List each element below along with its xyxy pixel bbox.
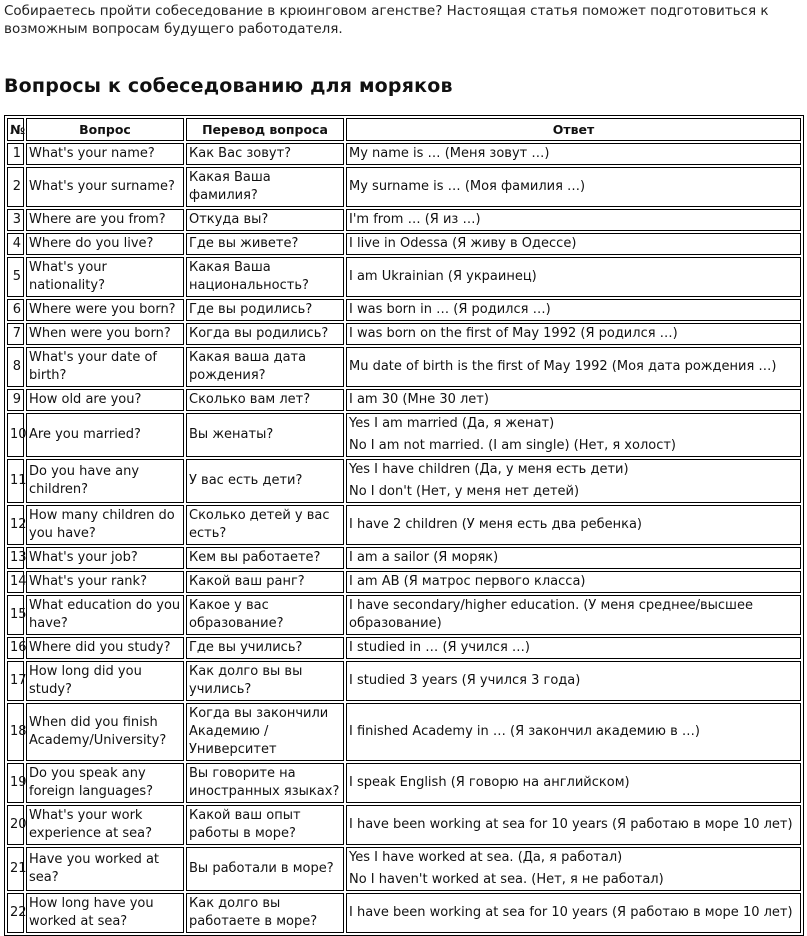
question-cell: What's your name?	[26, 143, 184, 165]
table-row	[7, 299, 801, 321]
question-cell: Where are you from?	[26, 209, 184, 231]
answer-cell	[346, 233, 801, 255]
translation-cell: Какой ваш ранг?	[186, 571, 344, 593]
table-row	[7, 805, 801, 845]
row-number: 14	[7, 571, 24, 593]
translation-cell: Как долго вы работаете в море?	[186, 893, 344, 933]
translation-cell: Какая Ваша национальность?	[186, 257, 344, 297]
table-row	[7, 389, 801, 411]
questions-table	[4, 115, 804, 936]
row-number: 19	[7, 763, 24, 803]
answer-line: I speak English (Я говорю на английском)	[349, 775, 630, 790]
answer-cell	[346, 257, 801, 297]
answer-cell	[346, 459, 801, 503]
translation-cell: Какой ваш опыт работы в море?	[186, 805, 344, 845]
answer-line: My name is … (Меня зовут …)	[349, 146, 550, 161]
table-row	[7, 703, 801, 761]
question-cell: Are you married?	[26, 413, 184, 457]
translation-cell: Откуда вы?	[186, 209, 344, 231]
translation-cell: Вы говорите на иностранных языках?	[186, 763, 344, 803]
answer-line: I'm from … (Я из …)	[349, 212, 481, 227]
table-row	[7, 893, 801, 933]
answer-cell	[346, 143, 801, 165]
row-number: 3	[7, 209, 24, 231]
answer-cell	[346, 389, 801, 411]
translation-cell: Вы женаты?	[186, 413, 344, 457]
answer-line: Yes I have children (Да, у меня есть дети)	[349, 462, 629, 477]
answer-cell	[346, 209, 801, 231]
row-number: 6	[7, 299, 24, 321]
row-number: 2	[7, 167, 24, 207]
translation-cell: Когда вы закончили Академию / Университет	[186, 703, 344, 761]
answer-cell	[346, 505, 801, 545]
question-cell: Where do you live?	[26, 233, 184, 255]
answer-line: Yes I have worked at sea. (Да, я работал)	[349, 850, 623, 865]
question-cell: How old are you?	[26, 389, 184, 411]
table-row	[7, 233, 801, 255]
table-body	[7, 143, 801, 933]
intro-paragraph: Собираетесь пройти собеседование в крюинговом агенстве? Настоящая статья поможет подготовиться к возможным вопросам будущего работодателя.	[4, 3, 769, 37]
answer-cell	[346, 167, 801, 207]
table-row	[7, 847, 801, 891]
table-row	[7, 637, 801, 659]
answer-line: I have secondary/higher education. (У меня среднее/высшее образование)	[349, 598, 753, 631]
answer-line: I was born on the first of May 1992 (Я родился …)	[349, 326, 678, 341]
answer-line: Yes I am married (Да, я женат)	[349, 416, 555, 431]
answer-line: I am 30 (Мне 30 лет)	[349, 392, 489, 407]
row-number: 4	[7, 233, 24, 255]
translation-cell: Вы работали в море?	[186, 847, 344, 891]
table-row	[7, 459, 801, 503]
header-num: №	[7, 118, 24, 141]
table-row	[7, 209, 801, 231]
question-cell: How many children do you have?	[26, 505, 184, 545]
row-number: 13	[7, 547, 24, 569]
translation-cell: Какое у вас образование?	[186, 595, 344, 635]
question-cell: Do you have any children?	[26, 459, 184, 503]
answer-cell	[346, 893, 801, 933]
question-cell: What's your surname?	[26, 167, 184, 207]
answer-line: I have been working at sea for 10 years (Я работаю в море 10 лет)	[349, 905, 793, 920]
answer-line: I am a sailor (Я моряк)	[349, 550, 499, 565]
translation-cell: Кем вы работаете?	[186, 547, 344, 569]
row-number: 12	[7, 505, 24, 545]
table-header-row	[7, 118, 801, 141]
row-number: 5	[7, 257, 24, 297]
table-row	[7, 571, 801, 593]
row-number: 8	[7, 347, 24, 387]
translation-cell: Сколько вам лет?	[186, 389, 344, 411]
answer-cell	[346, 595, 801, 635]
table-row	[7, 505, 801, 545]
answer-cell	[346, 703, 801, 761]
translation-cell: Сколько детей у вас есть?	[186, 505, 344, 545]
table-row	[7, 347, 801, 387]
row-number: 1	[7, 143, 24, 165]
row-number: 18	[7, 703, 24, 761]
table-row	[7, 257, 801, 297]
question-cell: What's your date of birth?	[26, 347, 184, 387]
row-number: 10	[7, 413, 24, 457]
translation-cell: Как долго вы вы учились?	[186, 661, 344, 701]
header-answer: Ответ	[346, 118, 801, 141]
answer-cell	[346, 323, 801, 345]
translation-cell: Где вы родились?	[186, 299, 344, 321]
answer-line: I studied in … (Я учился …)	[349, 640, 530, 655]
row-number: 15	[7, 595, 24, 635]
answer-cell	[346, 637, 801, 659]
answer-line: My surname is … (Моя фамилия …)	[349, 179, 586, 194]
row-number: 9	[7, 389, 24, 411]
answer-line: No I don't (Нет, у меня нет детей)	[349, 484, 580, 499]
row-number: 7	[7, 323, 24, 345]
answer-line: No I haven't worked at sea. (Нет, я не работал)	[349, 872, 664, 887]
header-question: Вопрос	[26, 118, 184, 141]
translation-cell: Какая ваша дата рождения?	[186, 347, 344, 387]
answer-cell	[346, 571, 801, 593]
question-cell: Have you worked at sea?	[26, 847, 184, 891]
header-translation: Перевод вопроса	[186, 118, 344, 141]
answer-line: No I am not married. (I am single) (Нет, я холост)	[349, 438, 677, 453]
table-row	[7, 167, 801, 207]
row-number: 21	[7, 847, 24, 891]
answer-line: I have been working at sea for 10 years (Я работаю в море 10 лет)	[349, 817, 793, 832]
table-row	[7, 763, 801, 803]
answer-cell	[346, 547, 801, 569]
question-cell: What's your nationality?	[26, 257, 184, 297]
question-cell: What education do you have?	[26, 595, 184, 635]
answer-cell	[346, 299, 801, 321]
answer-line: I am AB (Я матрос первого класса)	[349, 574, 586, 589]
question-cell: Where did you study?	[26, 637, 184, 659]
question-cell: Where were you born?	[26, 299, 184, 321]
table-row	[7, 595, 801, 635]
answer-cell	[346, 413, 801, 457]
question-cell: What's your job?	[26, 547, 184, 569]
answer-cell	[346, 847, 801, 891]
answer-cell	[346, 661, 801, 701]
translation-cell: Где вы учились?	[186, 637, 344, 659]
answer-line: I live in Odessa (Я живу в Одессе)	[349, 236, 577, 251]
translation-cell: Какая Ваша фамилия?	[186, 167, 344, 207]
answer-cell	[346, 347, 801, 387]
answer-line: I was born in … (Я родился …)	[349, 302, 551, 317]
question-cell: Do you speak any foreign languages?	[26, 763, 184, 803]
answer-line: Mu date of birth is the first of May 1992 (Моя дата рождения …)	[349, 359, 777, 374]
row-number: 20	[7, 805, 24, 845]
table-row	[7, 413, 801, 457]
table-row	[7, 661, 801, 701]
question-cell: When did you finish Academy/University?	[26, 703, 184, 761]
row-number: 22	[7, 893, 24, 933]
question-cell: How long have you worked at sea?	[26, 893, 184, 933]
row-number: 16	[7, 637, 24, 659]
row-number: 11	[7, 459, 24, 503]
question-cell: What's your work experience at sea?	[26, 805, 184, 845]
answer-line: I studied 3 years (Я учился 3 года)	[349, 673, 581, 688]
answer-line: I am Ukrainian (Я украинец)	[349, 269, 537, 284]
question-cell: When were you born?	[26, 323, 184, 345]
translation-cell: Когда вы родились?	[186, 323, 344, 345]
page-title: Вопросы к собеседованию для моряков	[4, 75, 453, 97]
table-row	[7, 323, 801, 345]
question-cell: How long did you study?	[26, 661, 184, 701]
translation-cell: Где вы живете?	[186, 233, 344, 255]
answer-line: I finished Academy in … (Я закончил академию в …)	[349, 724, 700, 739]
translation-cell: Как Вас зовут?	[186, 143, 344, 165]
row-number: 17	[7, 661, 24, 701]
answer-cell	[346, 763, 801, 803]
table-row	[7, 547, 801, 569]
question-cell: What's your rank?	[26, 571, 184, 593]
table-row	[7, 143, 801, 165]
translation-cell: У вас есть дети?	[186, 459, 344, 503]
answer-cell	[346, 805, 801, 845]
answer-line: I have 2 children (У меня есть два ребенка)	[349, 517, 642, 532]
